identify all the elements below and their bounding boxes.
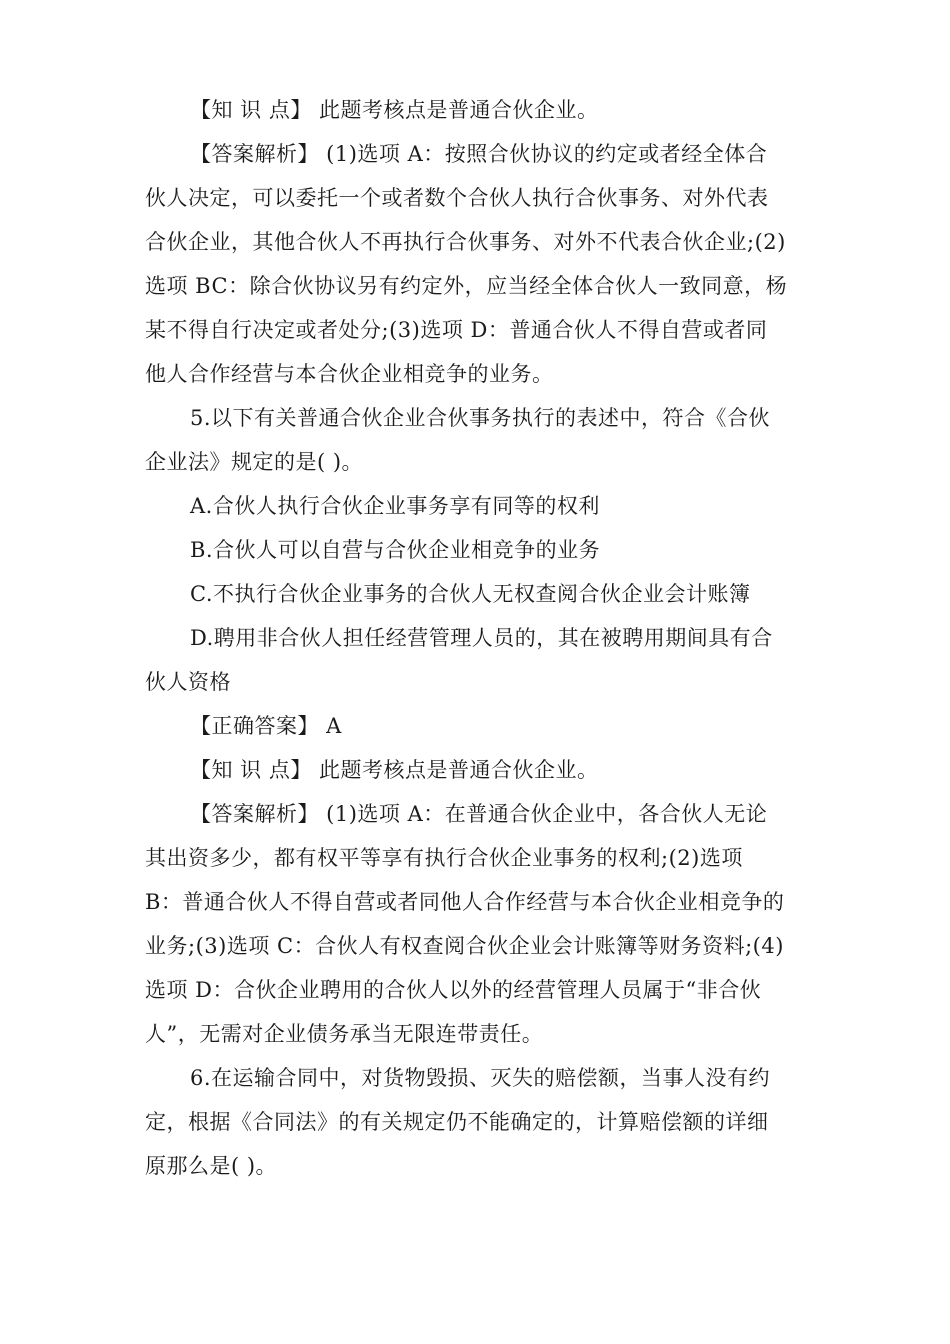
body-text-line: 伙人决定，可以委托一个或者数个合伙人执行合伙事务、对外代表 <box>145 186 769 210</box>
knowledge-point-line: 【知 识 点】 此题考核点是普通合伙企业。 <box>190 98 599 122</box>
body-text-line: 选项 BC：除合伙协议另有约定外，应当经全体合伙人一致同意，杨 <box>145 274 788 298</box>
option-a: A.合伙人执行合伙企业事务享有同等的权利 <box>190 494 600 518</box>
body-text-line: 人”，无需对企业债务承当无限连带责任。 <box>145 1022 544 1046</box>
body-text-line: 业务;(3)选项 C：合伙人有权查阅合伙企业会计账簿等财务资料;(4) <box>145 934 784 958</box>
body-text-line: 其出资多少，都有权平等享有执行合伙企业事务的权利;(2)选项 <box>145 846 743 870</box>
question-6-line: 定，根据《合同法》的有关规定仍不能确定的，计算赔偿额的详细 <box>145 1110 769 1134</box>
question-5-line: 5.以下有关普通合伙企业合伙事务执行的表述中，符合《合伙 <box>190 406 771 430</box>
body-text-line: 合伙企业，其他合伙人不再执行合伙事务、对外不代表合伙企业;(2) <box>145 230 786 254</box>
answer-analysis-line: 【答案解析】 (1)选项 A：在普通合伙企业中，各合伙人无论 <box>190 802 768 826</box>
correct-answer-line: 【正确答案】 A <box>190 714 342 738</box>
body-text-line: 某不得自行决定或者处分;(3)选项 D：普通合伙人不得自营或者同 <box>145 318 768 342</box>
body-text-line: 选项 D：合伙企业聘用的合伙人以外的经营管理人员属于“非合伙 <box>145 978 762 1002</box>
body-text-line: B：普通合伙人不得自营或者同他人合作经营与本合伙企业相竞争的 <box>145 890 785 914</box>
answer-analysis-line: 【答案解析】 (1)选项 A：按照合伙协议的约定或者经全体合 <box>190 142 768 166</box>
body-text-line: 他人合作经营与本合伙企业相竞争的业务。 <box>145 362 554 386</box>
question-5-line: 企业法》规定的是( )。 <box>145 450 364 474</box>
option-d-continued: 伙人资格 <box>145 670 231 694</box>
knowledge-point-line: 【知 识 点】 此题考核点是普通合伙企业。 <box>190 758 599 782</box>
question-6-line: 原那么是( )。 <box>145 1154 278 1178</box>
question-6-line: 6.在运输合同中，对货物毁损、灭失的赔偿额，当事人没有约 <box>190 1066 771 1090</box>
option-b: B.合伙人可以自营与合伙企业相竞争的业务 <box>190 538 601 562</box>
option-d: D.聘用非合伙人担任经营管理人员的，其在被聘用期间具有合 <box>190 626 773 650</box>
option-c: C.不执行合伙企业事务的合伙人无权查阅合伙企业会计账簿 <box>190 582 751 606</box>
